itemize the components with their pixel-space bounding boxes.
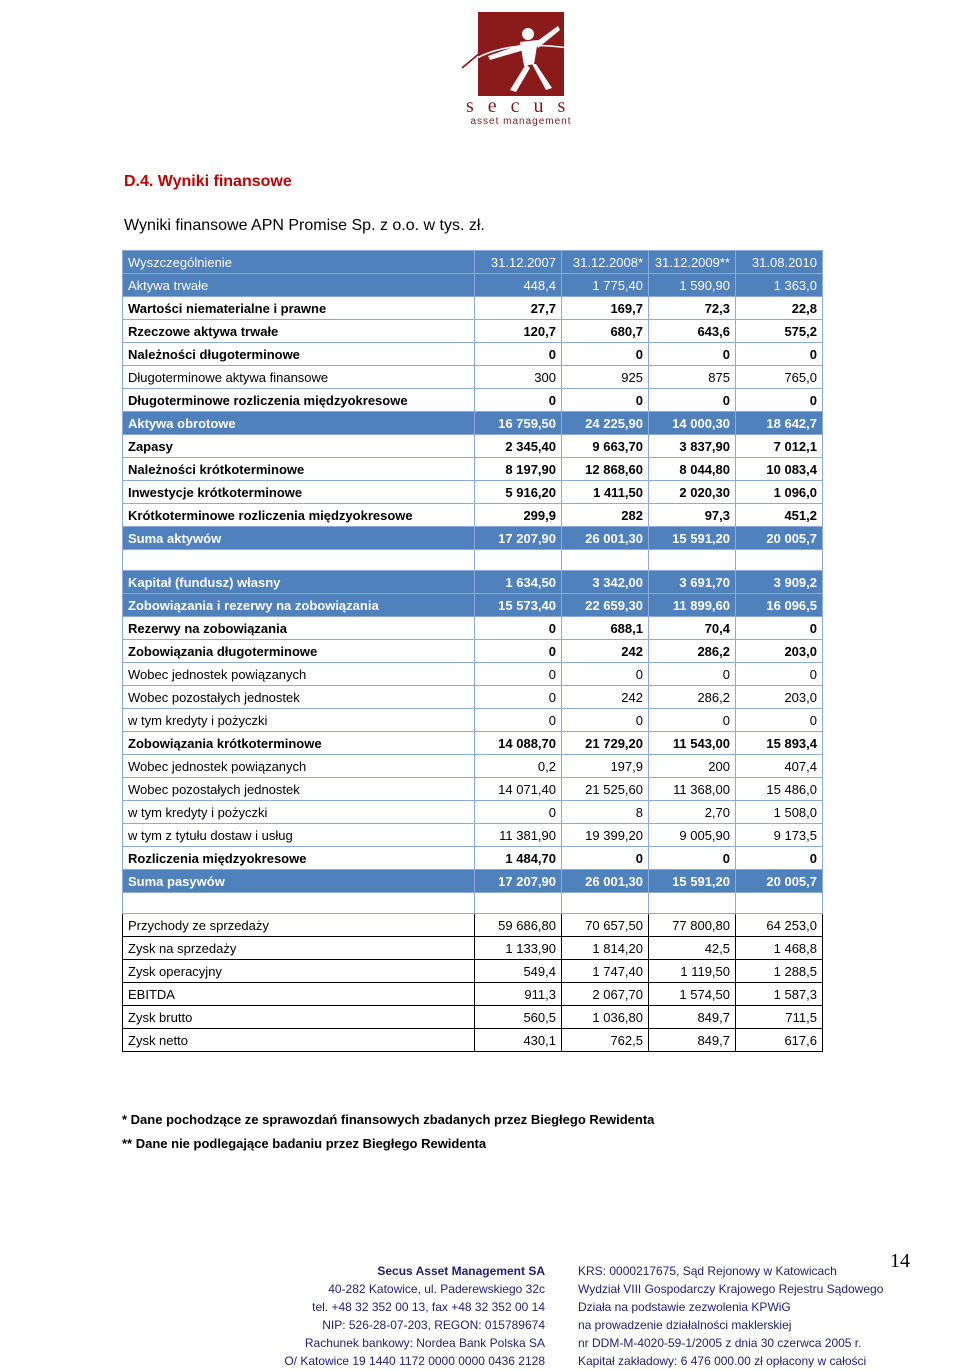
value-cell <box>475 893 562 914</box>
value-cell: 0 <box>562 663 649 686</box>
value-cell: 5 916,20 <box>475 481 562 504</box>
value-cell: 765,0 <box>736 366 823 389</box>
value-cell: 560,5 <box>475 1006 562 1029</box>
dancer-figure-icon <box>458 8 578 100</box>
value-cell: 26 001,30 <box>562 870 649 893</box>
value-cell: 1 590,90 <box>649 274 736 297</box>
value-cell: 0 <box>736 663 823 686</box>
value-cell: 0 <box>475 343 562 366</box>
value-cell: 20 005,7 <box>736 870 823 893</box>
table-row <box>123 686 823 709</box>
value-cell: 1 036,80 <box>562 1006 649 1029</box>
row-label: w tym z tytułu dostaw i usług <box>123 824 475 847</box>
table-row <box>123 663 823 686</box>
value-cell: 911,3 <box>475 983 562 1006</box>
value-cell: 17 207,90 <box>475 870 562 893</box>
value-cell: 3 342,00 <box>562 571 649 594</box>
value-cell: 451,2 <box>736 504 823 527</box>
value-cell: 0,2 <box>475 755 562 778</box>
value-cell: 59 686,80 <box>475 914 562 937</box>
value-cell: 11 381,90 <box>475 824 562 847</box>
header-cell: 31.12.2007 <box>475 251 562 274</box>
value-cell <box>475 550 562 571</box>
table-row <box>123 824 823 847</box>
value-cell: 15 573,40 <box>475 594 562 617</box>
value-cell: 430,1 <box>475 1029 562 1052</box>
value-cell: 8 044,80 <box>649 458 736 481</box>
table-row <box>123 343 823 366</box>
row-label: Należności długoterminowe <box>123 343 475 366</box>
page-number: 14 <box>890 1250 910 1272</box>
value-cell: 1 814,20 <box>562 937 649 960</box>
value-cell: 300 <box>475 366 562 389</box>
table-row <box>123 527 823 550</box>
row-label: Aktywa obrotowe <box>123 412 475 435</box>
table-row <box>123 960 823 983</box>
value-cell: 14 000,30 <box>649 412 736 435</box>
footer-account: O/ Katowice 19 1440 1172 0000 0000 0436 2128 <box>284 1354 545 1368</box>
value-cell: 7 012,1 <box>736 435 823 458</box>
value-cell: 22,8 <box>736 297 823 320</box>
table-row <box>123 481 823 504</box>
value-cell: 24 225,90 <box>562 412 649 435</box>
row-label: Przychody ze sprzedaży <box>123 914 475 937</box>
value-cell: 11 368,00 <box>649 778 736 801</box>
value-cell: 15 486,0 <box>736 778 823 801</box>
value-cell: 0 <box>475 640 562 663</box>
value-cell: 72,3 <box>649 297 736 320</box>
row-label <box>123 893 475 914</box>
value-cell: 11 899,60 <box>649 594 736 617</box>
value-cell: 18 642,7 <box>736 412 823 435</box>
value-cell: 14 071,40 <box>475 778 562 801</box>
row-label: Rezerwy na zobowiązania <box>123 617 475 640</box>
value-cell: 0 <box>475 389 562 412</box>
value-cell: 203,0 <box>736 686 823 709</box>
value-cell <box>649 893 736 914</box>
table-row <box>123 412 823 435</box>
value-cell: 0 <box>475 663 562 686</box>
value-cell: 407,4 <box>736 755 823 778</box>
spacer-row <box>123 893 823 914</box>
value-cell: 1 288,5 <box>736 960 823 983</box>
section-title: D.4. Wyniki finansowe <box>124 173 292 190</box>
table-row <box>123 914 823 937</box>
value-cell: 0 <box>736 709 823 732</box>
row-label: Zobowiązania i rezerwy na zobowiązania <box>123 594 475 617</box>
table-row <box>123 458 823 481</box>
value-cell: 711,5 <box>736 1006 823 1029</box>
value-cell: 762,5 <box>562 1029 649 1052</box>
value-cell: 242 <box>562 640 649 663</box>
table-body <box>123 274 823 1052</box>
footnotes <box>122 1108 654 1156</box>
value-cell: 282 <box>562 504 649 527</box>
value-cell: 0 <box>562 709 649 732</box>
table-row <box>123 617 823 640</box>
row-label: Aktywa trwałe <box>123 274 475 297</box>
footer-krs: KRS: 0000217675, Sąd Rejonowy w Katowicach <box>578 1264 837 1278</box>
table-row <box>123 755 823 778</box>
value-cell: 1 411,50 <box>562 481 649 504</box>
value-cell: 3 837,90 <box>649 435 736 458</box>
table-subtitle: Wyniki finansowe APN Promise Sp. z o.o. w tys. zł. <box>124 217 485 234</box>
value-cell: 875 <box>649 366 736 389</box>
table-row <box>123 594 823 617</box>
footer-address: 40-282 Katowice, ul. Paderewskiego 32c <box>328 1282 545 1296</box>
logo-tagline: asset management <box>470 116 572 127</box>
row-label: Suma pasywów <box>123 870 475 893</box>
row-label: Zysk netto <box>123 1029 475 1052</box>
footer-registry-info <box>578 1262 948 1370</box>
value-cell: 15 591,20 <box>649 870 736 893</box>
row-label: Krótkoterminowe rozliczenia międzyokresowe <box>123 504 475 527</box>
value-cell: 643,6 <box>649 320 736 343</box>
footer-tax-ids: NIP: 526-28-07-203, REGON: 015789674 <box>322 1318 545 1332</box>
value-cell: 1 775,40 <box>562 274 649 297</box>
value-cell: 1 133,90 <box>475 937 562 960</box>
table-row <box>123 801 823 824</box>
row-label: EBITDA <box>123 983 475 1006</box>
financial-results-table <box>122 250 823 1052</box>
value-cell: 21 525,60 <box>562 778 649 801</box>
table-row <box>123 732 823 755</box>
table-row <box>123 504 823 527</box>
value-cell: 12 868,60 <box>562 458 649 481</box>
value-cell: 17 207,90 <box>475 527 562 550</box>
row-label: Wobec pozostałych jednostek <box>123 686 475 709</box>
value-cell: 203,0 <box>736 640 823 663</box>
row-label: Wobec jednostek powiązanych <box>123 755 475 778</box>
value-cell: 3 909,2 <box>736 571 823 594</box>
value-cell: 97,3 <box>649 504 736 527</box>
value-cell: 27,7 <box>475 297 562 320</box>
value-cell: 42,5 <box>649 937 736 960</box>
table-row <box>123 435 823 458</box>
value-cell: 21 729,20 <box>562 732 649 755</box>
row-label: Zysk na sprzedaży <box>123 937 475 960</box>
value-cell: 0 <box>562 343 649 366</box>
value-cell: 1 508,0 <box>736 801 823 824</box>
value-cell: 0 <box>562 389 649 412</box>
value-cell: 0 <box>736 847 823 870</box>
value-cell: 0 <box>475 686 562 709</box>
header-cell: 31.08.2010 <box>736 251 823 274</box>
value-cell: 2 067,70 <box>562 983 649 1006</box>
value-cell: 849,7 <box>649 1029 736 1052</box>
value-cell: 448,4 <box>475 274 562 297</box>
value-cell <box>736 550 823 571</box>
value-cell: 925 <box>562 366 649 389</box>
row-label: Zysk brutto <box>123 1006 475 1029</box>
table-row <box>123 1029 823 1052</box>
value-cell <box>562 550 649 571</box>
table-row <box>123 389 823 412</box>
row-label: Suma aktywów <box>123 527 475 550</box>
value-cell: 3 691,70 <box>649 571 736 594</box>
footer-permit-scope: na prowadzenie działalności maklerskiej <box>578 1318 792 1332</box>
header-cell: 31.12.2008* <box>562 251 649 274</box>
value-cell: 0 <box>475 801 562 824</box>
value-cell: 1 119,50 <box>649 960 736 983</box>
value-cell: 286,2 <box>649 640 736 663</box>
footer-phone: tel. +48 32 352 00 13, fax +48 32 352 00 14 <box>312 1300 545 1314</box>
row-label: w tym kredyty i pożyczki <box>123 709 475 732</box>
value-cell: 299,9 <box>475 504 562 527</box>
row-label: Wobec pozostałych jednostek <box>123 778 475 801</box>
row-label: Należności krótkoterminowe <box>123 458 475 481</box>
footer-court: Wydział VIII Gospodarczy Krajowego Rejestru Sądowego <box>578 1282 884 1296</box>
value-cell: 1 468,8 <box>736 937 823 960</box>
row-label: Zysk operacyjny <box>123 960 475 983</box>
value-cell <box>736 893 823 914</box>
spacer-row <box>123 550 823 571</box>
value-cell: 169,7 <box>562 297 649 320</box>
value-cell: 9 005,90 <box>649 824 736 847</box>
value-cell: 16 759,50 <box>475 412 562 435</box>
value-cell: 15 893,4 <box>736 732 823 755</box>
footer-bank: Rachunek bankowy: Nordea Bank Polska SA <box>304 1336 545 1350</box>
value-cell: 1 096,0 <box>736 481 823 504</box>
value-cell: 20 005,7 <box>736 527 823 550</box>
value-cell: 1 747,40 <box>562 960 649 983</box>
value-cell: 2 345,40 <box>475 435 562 458</box>
value-cell: 0 <box>475 709 562 732</box>
row-label: Zapasy <box>123 435 475 458</box>
footnote-unaudited: ** Dane nie podlegające badaniu przez Biegłego Rewidenta <box>122 1136 487 1151</box>
value-cell: 0 <box>475 617 562 640</box>
value-cell: 26 001,30 <box>562 527 649 550</box>
table-row <box>123 640 823 663</box>
table-row <box>123 320 823 343</box>
value-cell: 0 <box>736 389 823 412</box>
value-cell: 9 663,70 <box>562 435 649 458</box>
value-cell: 10 083,4 <box>736 458 823 481</box>
value-cell: 849,7 <box>649 1006 736 1029</box>
value-cell: 120,7 <box>475 320 562 343</box>
footnote-audited: * Dane pochodzące ze sprawozdań finansowych zbadanych przez Biegłego Rewidenta <box>122 1112 655 1127</box>
header-cell: Wyszczególnienie <box>123 251 475 274</box>
value-cell: 70,4 <box>649 617 736 640</box>
table-header-row <box>123 251 823 274</box>
value-cell: 2 020,30 <box>649 481 736 504</box>
footer-company-info <box>255 1262 545 1370</box>
table-row <box>123 847 823 870</box>
value-cell: 1 574,50 <box>649 983 736 1006</box>
value-cell: 14 088,70 <box>475 732 562 755</box>
value-cell: 19 399,20 <box>562 824 649 847</box>
row-label: Rzeczowe aktywa trwałe <box>123 320 475 343</box>
value-cell <box>649 550 736 571</box>
logo-text <box>466 95 580 128</box>
value-cell: 8 <box>562 801 649 824</box>
table-row <box>123 297 823 320</box>
value-cell: 197,9 <box>562 755 649 778</box>
value-cell: 8 197,90 <box>475 458 562 481</box>
value-cell: 1 587,3 <box>736 983 823 1006</box>
value-cell <box>562 893 649 914</box>
footer-company-name: Secus Asset Management SA <box>377 1264 545 1278</box>
value-cell: 286,2 <box>649 686 736 709</box>
value-cell: 200 <box>649 755 736 778</box>
value-cell: 0 <box>649 343 736 366</box>
value-cell: 1 363,0 <box>736 274 823 297</box>
value-cell: 0 <box>649 389 736 412</box>
value-cell: 15 591,20 <box>649 527 736 550</box>
value-cell: 0 <box>736 617 823 640</box>
value-cell: 22 659,30 <box>562 594 649 617</box>
value-cell: 0 <box>649 663 736 686</box>
row-label: Inwestycje krótkoterminowe <box>123 481 475 504</box>
value-cell: 242 <box>562 686 649 709</box>
row-label: Rozliczenia międzyokresowe <box>123 847 475 870</box>
footer-capital: Kapitał zakładowy: 6 476 000.00 zł opłacony w całości <box>578 1354 867 1368</box>
value-cell: 0 <box>562 847 649 870</box>
table-row <box>123 1006 823 1029</box>
row-label: Wartości niematerialne i prawne <box>123 297 475 320</box>
value-cell: 16 096,5 <box>736 594 823 617</box>
value-cell: 0 <box>649 709 736 732</box>
row-label: Kapitał (fundusz) własny <box>123 571 475 594</box>
table-row <box>123 571 823 594</box>
row-label: Wobec jednostek powiązanych <box>123 663 475 686</box>
logo-wordmark: secus <box>466 95 580 117</box>
value-cell: 2,70 <box>649 801 736 824</box>
value-cell: 70 657,50 <box>562 914 649 937</box>
row-label <box>123 550 475 571</box>
footer-permit-number: nr DDM-M-4020-59-1/2005 z dnia 30 czerwca 2005 r. <box>578 1336 862 1350</box>
value-cell: 0 <box>736 343 823 366</box>
value-cell: 9 173,5 <box>736 824 823 847</box>
row-label: Zobowiązania krótkoterminowe <box>123 732 475 755</box>
row-label: w tym kredyty i pożyczki <box>123 801 475 824</box>
row-label: Zobowiązania długoterminowe <box>123 640 475 663</box>
value-cell: 64 253,0 <box>736 914 823 937</box>
value-cell: 0 <box>649 847 736 870</box>
table-row <box>123 778 823 801</box>
header-cell: 31.12.2009** <box>649 251 736 274</box>
table-row <box>123 983 823 1006</box>
row-label: Długoterminowe aktywa finansowe <box>123 366 475 389</box>
table-row <box>123 709 823 732</box>
table-row <box>123 937 823 960</box>
value-cell: 77 800,80 <box>649 914 736 937</box>
table-row <box>123 274 823 297</box>
table-row <box>123 366 823 389</box>
value-cell: 575,2 <box>736 320 823 343</box>
row-label: Długoterminowe rozliczenia międzyokresowe <box>123 389 475 412</box>
value-cell: 680,7 <box>562 320 649 343</box>
value-cell: 617,6 <box>736 1029 823 1052</box>
value-cell: 11 543,00 <box>649 732 736 755</box>
value-cell: 549,4 <box>475 960 562 983</box>
value-cell: 688,1 <box>562 617 649 640</box>
table-row <box>123 870 823 893</box>
value-cell: 1 484,70 <box>475 847 562 870</box>
value-cell: 1 634,50 <box>475 571 562 594</box>
footer-permit: Działa na podstawie zezwolenia KPWiG <box>578 1300 791 1314</box>
